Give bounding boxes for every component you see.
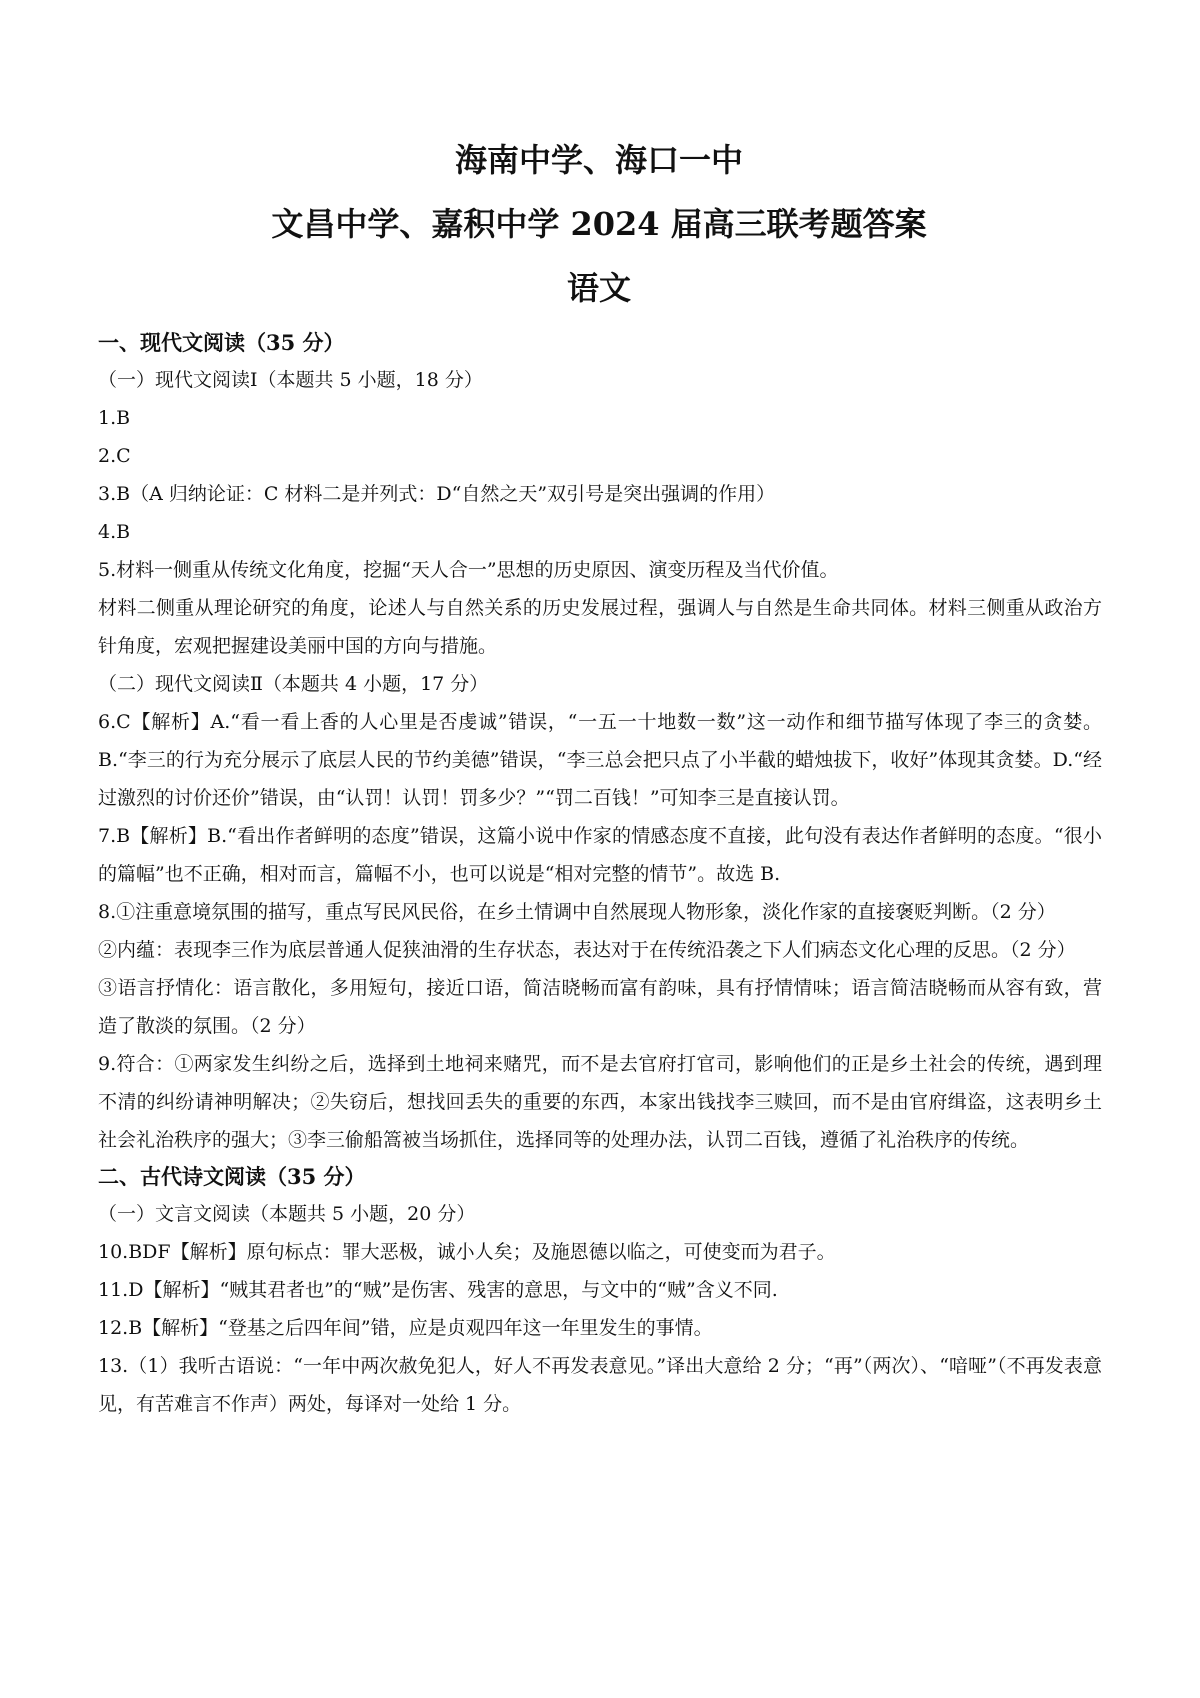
answer-9: 9.符合：①两家发生纠纷之后，选择到土地祠来赌咒，而不是去官府打官司，影响他们的正是乡土社会的传统，遇到理不清的纠纷请神明解决；②失窃后，想找回丢失的重要的东西，本家出钱找李三赎回，而不是由官府缉盗，这表明乡土社会礼治秩序的强大；③李三偷船篙被当场抓住，选择同等的处理办法，认罚二百钱，遵循了礼治秩序的传统。 <box>98 1053 1102 1151</box>
answer-3: 3.B（A 归纳论证：C 材料二是并列式：D“自然之天”双引号是突出强调的作用） <box>98 483 776 505</box>
answer-4: 4.B <box>98 521 131 543</box>
subsection-heading-1-1: （一）现代文阅读Ⅰ（本题共 5 小题，18 分） <box>98 369 483 391</box>
subsection-heading-1-2: （二）现代文阅读Ⅱ（本题共 4 小题，17 分） <box>98 673 489 695</box>
subsection-heading-2-1: （一）文言文阅读（本题共 5 小题，20 分） <box>98 1203 476 1225</box>
answer-8-point3: ③语言抒情化：语言散化，多用短句，接近口语，简洁晓畅而富有韵味，具有抒情情味；语言简洁晓畅而从容有致，营造了散淡的氛围。（2 分） <box>98 977 1102 1037</box>
answer-12: 12.B【解析】“登基之后四年间”错，应是贞观四年这一年里发生的事情。 <box>98 1317 713 1339</box>
exam-title-line2: 文昌中学、嘉积中学 2024 届高三联考题答案 <box>271 205 927 243</box>
answer-8-point2: ②内蕴：表现李三作为底层普通人促狭油滑的生存状态，表达对于在传统沿袭之下人们病态文化心理的反思。（2 分） <box>98 939 1076 961</box>
answer-5-part2: 材料二侧重从理论研究的角度，论述人与自然关系的历史发展过程，强调人与自然是生命共同体。材料三侧重从政治方针角度，宏观把握建设美丽中国的方向与措施。 <box>98 597 1102 657</box>
answer-10: 10.BDF【解析】原句标点：罪大恶极，诚小人矣；及施恩德以临之，可使变而为君子。 <box>98 1241 836 1263</box>
section-heading-1: 一、现代文阅读（35 分） <box>98 330 345 355</box>
subject-title: 语文 <box>566 269 631 307</box>
answer-1: 1.B <box>98 407 131 429</box>
section-heading-2: 二、古代诗文阅读（35 分） <box>98 1164 366 1189</box>
exam-title-line1: 海南中学、海口一中 <box>454 141 743 179</box>
answer-2: 2.C <box>98 445 131 467</box>
answer-content <box>98 325 1102 1423</box>
answer-11: 11.D【解析】“贼其君者也”的“贼”是伤害、残害的意思，与文中的“贼”含义不同. <box>98 1279 778 1301</box>
answer-7: 7.B【解析】B.“看出作者鲜明的态度”错误，这篇小说中作家的情感态度不直接，此句没有表达作者鲜明的态度。“很小的篇幅”也不正确，相对而言，篇幅不小，也可以说是“相对完整的情节”。故选 B. <box>98 825 1102 885</box>
answer-5-part1: 5.材料一侧重从传统文化角度，挖掘“天人合一”思想的历史原因、演变历程及当代价值。 <box>98 559 839 581</box>
answer-13: 13.（1）我听古语说：“一年中两次赦免犯人，好人不再发表意见。”译出大意给 2 分；“再”（两次）、“喑哑”（不再发表意见，有苦难言不作声）两处，每译对一处给 1 分。 <box>98 1355 1102 1415</box>
answer-6: 6.C【解析】A.“看一看上香的人心里是否虔诚”错误，“一五一十地数一数”这一动作和细节描写体现了李三的贪婪。B.“李三的行为充分展示了底层人民的节约美德”错误，“李三总会把只点了小半截的蜡烛拔下，收好”体现其贪婪。D.“经过激烈的讨价还价”错误，由“认罚！认罚！罚多少？”“罚二百钱！”可知李三是直接认罚。 <box>98 711 1102 809</box>
answer-8-point1: 8.①注重意境氛围的描写，重点写民风民俗，在乡土情调中自然展现人物形象，淡化作家的直接褒贬判断。（2 分） <box>98 901 1056 923</box>
